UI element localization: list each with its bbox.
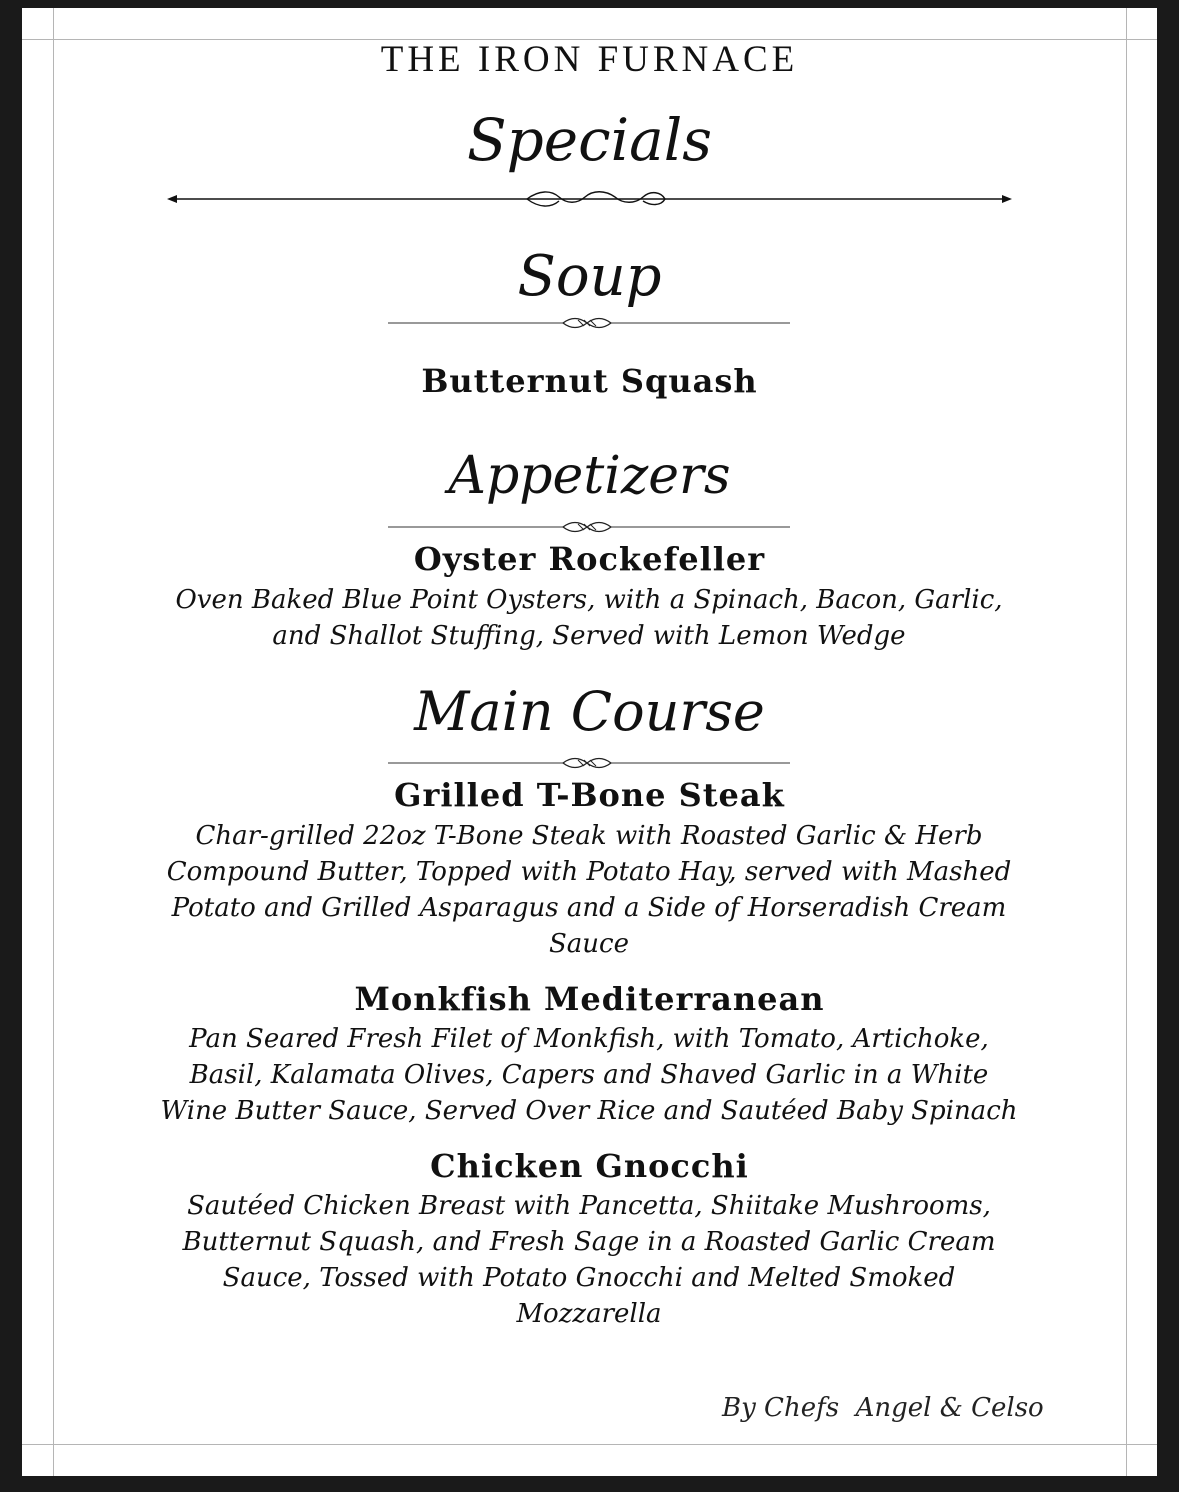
main-item-description: Sautéed Chicken Breast with Pancetta, Shiitake Mushrooms, Butternut Squash, and Fresh Sage in a Roasted Garlic Cream Sauce, Tossed with Potato Gnocchi and Melted Smoked Mozzarella bbox=[182, 1191, 996, 1329]
appetizer-item-name: Oyster Rockefeller bbox=[413, 540, 766, 578]
main-item-name: Chicken Gnocchi bbox=[430, 1147, 749, 1185]
specials-flourish-divider bbox=[167, 188, 1012, 210]
soup-divider bbox=[388, 316, 790, 330]
specials-heading: Specials bbox=[466, 106, 713, 174]
appetizers-divider bbox=[388, 520, 790, 534]
appetizer-item-description: Oven Baked Blue Point Oysters, with a Spinach, Bacon, Garlic, and Shallot Stuffing, Served with Lemon Wedge bbox=[175, 585, 1003, 651]
main-item-name: Monkfish Mediterranean bbox=[354, 980, 825, 1018]
chefs-signature: By Chefs Angel & Celso bbox=[722, 1393, 1044, 1423]
menu-page bbox=[22, 8, 1157, 1476]
margin-guide-bottom bbox=[22, 1444, 1157, 1445]
main-course-heading: Main Course bbox=[414, 680, 765, 743]
main-course-divider bbox=[388, 756, 790, 770]
main-item-description: Pan Seared Fresh Filet of Monkfish, with Tomato, Artichoke, Basil, Kalamata Olives, Capers and Shaved Garlic in a White Wine Butter Sauce, Served Over Rice and Sautéed Baby Spinach bbox=[160, 1024, 1018, 1126]
appetizers-heading: Appetizers bbox=[448, 446, 731, 506]
main-item-name: Grilled T-Bone Steak bbox=[394, 776, 785, 814]
restaurant-name: THE IRON FURNACE bbox=[380, 39, 799, 80]
soup-heading: Soup bbox=[517, 244, 662, 309]
main-item-description: Char-grilled 22oz T-Bone Steak with Roasted Garlic & Herb Compound Butter, Topped with Potato Hay, served with Mashed Potato and Grilled Asparagus and a Side of Horseradish Cream Sauce bbox=[166, 821, 1012, 959]
soup-item: Butternut Squash bbox=[421, 362, 758, 400]
